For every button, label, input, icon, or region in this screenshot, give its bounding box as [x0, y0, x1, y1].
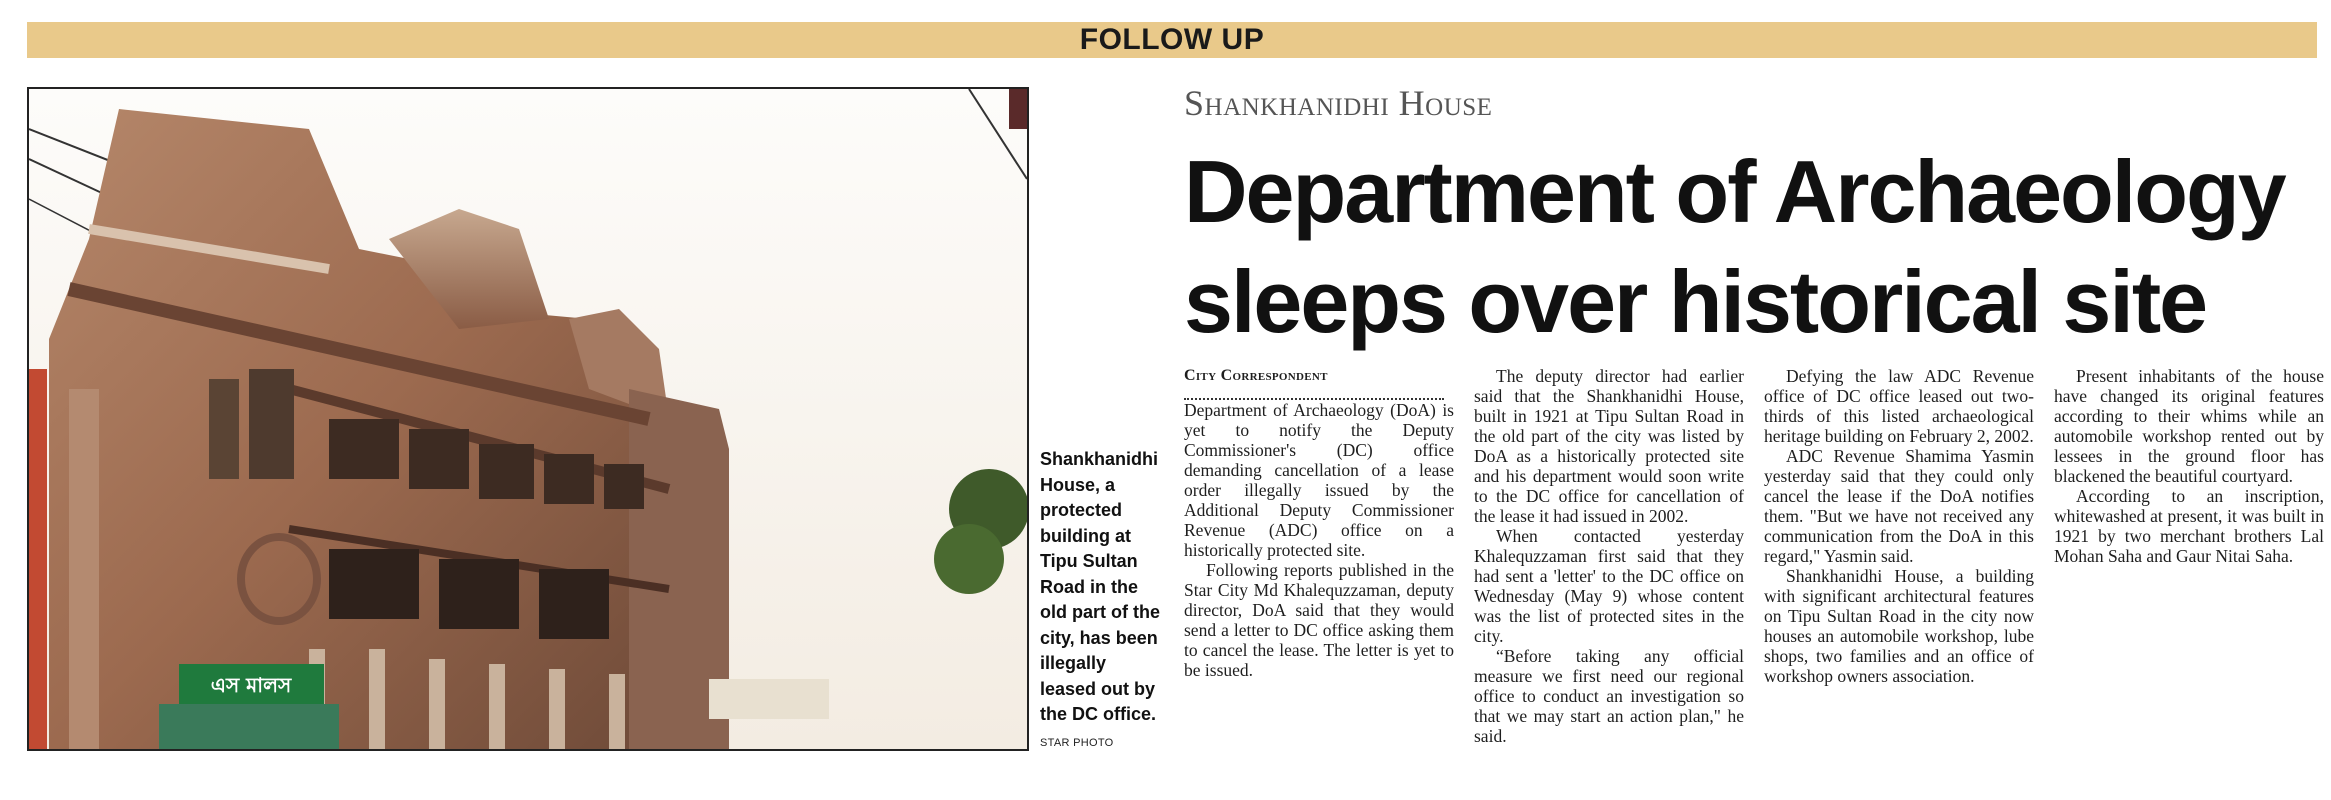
article-paragraph: Shankhanidhi House, a building with significant architectural features on Tipu Sultan Road in the city now houses an automobile workshop, lube shops, two families and an office of workshop owners association. [1764, 566, 2034, 686]
article-column-1 [1184, 366, 1454, 756]
article-column-2 [1474, 366, 1744, 756]
article-paragraph: Present inhabitants of the house have changed its original features according to their whims while an automobile workshop rented out by lessees in the ground floor has blackened the beautiful courtyard. [2054, 366, 2324, 486]
article-paragraph: “Before taking any official measure we first need our regional office to conduct an investigation so that we may start an action plan," he said. [1474, 646, 1744, 746]
byline: City Correspondent [1184, 366, 1444, 400]
article-paragraph: According to an inscription, whitewashed at present, it was built in 1921 by two merchant brothers Lal Mohan Saha and Gaur Nitai Saha. [2054, 486, 2324, 566]
article-body [1184, 366, 2324, 756]
photo-credit: STAR PHOTO [1040, 737, 1114, 749]
section-band-label: FOLLOW UP [1079, 23, 1265, 56]
article-paragraph: Department of Archaeology (DoA) is yet to notify the Deputy Commissioner's (DC) office demanding cancellation of a lease order illegally issued by the Additional Deputy Commissioner Revenue (ADC) office on a historically protected site. [1184, 400, 1454, 560]
shop-sign-text: এস মালস [210, 673, 292, 697]
article-column-4 [2054, 366, 2324, 756]
article-kicker: Shankhanidhi House [1184, 83, 1493, 123]
article-paragraph: The deputy director had earlier said that the Shankhanidhi House, built in 1921 at Tipu Sultan Road in the old part of the city was listed by DoA as a historically protected site and his department would soon write to the DC office for cancellation of the lease it had issued in 2002. [1474, 366, 1744, 526]
article-paragraph: Following reports published in the Star City Md Khalequzzaman, deputy director, DoA said that they would send a letter to DC office asking them to cancel the lease. The letter is yet to be issued. [1184, 560, 1454, 680]
article-column-3 [1764, 366, 2034, 756]
photo-caption: Shankhanidhi House, a protected building at Tipu Sultan Road in the old part of the city, has been illegally leased out by the DC office. [1040, 449, 1160, 724]
article-paragraph: ADC Revenue Shamima Yasmin yesterday said that they could only cancel the lease if the DoA notifies them. "But we have not received any communication from the DoA in this regard," Yasmin said. [1764, 446, 2034, 566]
article-paragraph: Defying the law ADC Revenue office of DC office leased out two-thirds of this listed archaeological heritage building on February 2, 2002. [1764, 366, 2034, 446]
headline-line-1: Department of Archaeology [1184, 142, 2285, 241]
building-photo-illustration [29, 89, 1027, 749]
article-photo [27, 87, 1029, 751]
article-paragraph: When contacted yesterday Khalequzzaman first said that they had sent a 'letter' to the DC office on Wednesday (May 9) whose content was the list of protected sites in the city. [1474, 526, 1744, 646]
section-band [27, 22, 2317, 58]
headline-line-2: sleeps over historical site [1184, 252, 2207, 351]
article-headline [1184, 137, 2324, 357]
